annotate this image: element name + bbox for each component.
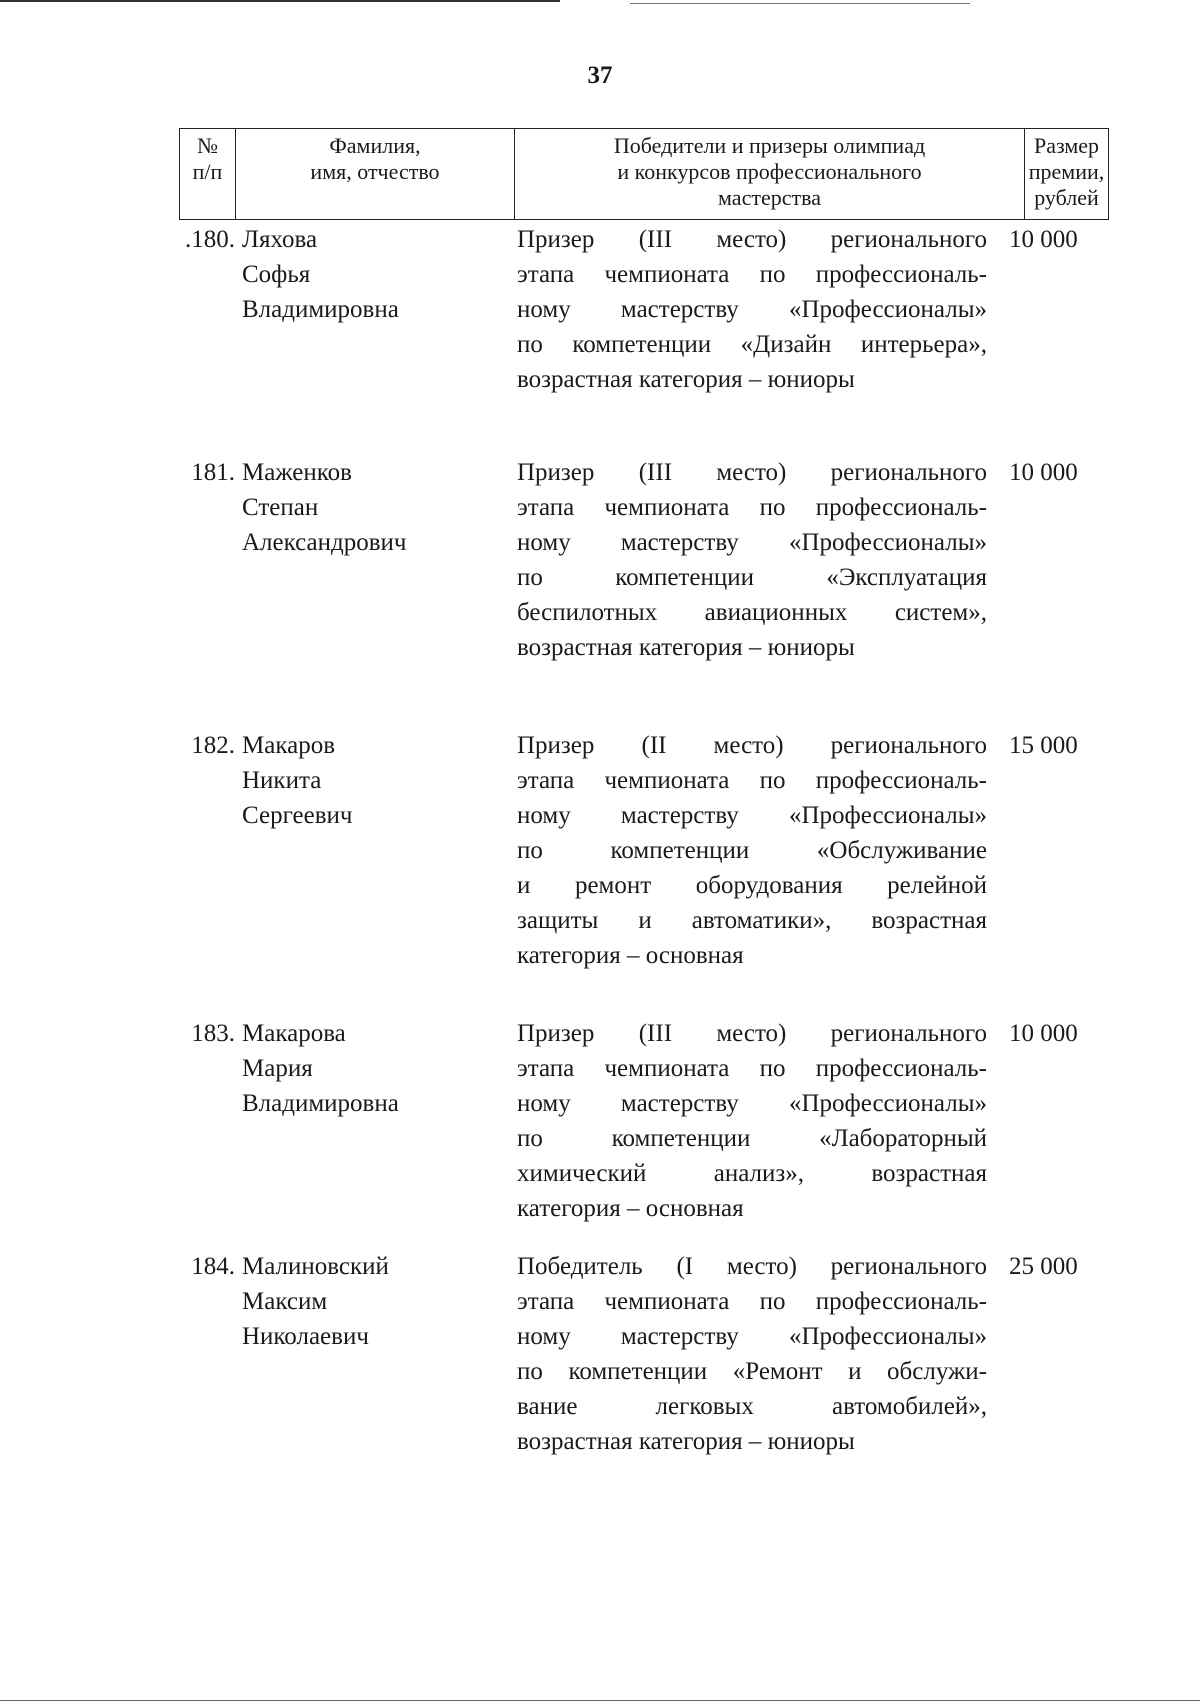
row-amount: 10 000 — [1009, 1020, 1078, 1047]
header-col-number: № п/п — [180, 129, 236, 219]
row-description — [517, 455, 987, 665]
desc-line: категория – основная — [517, 942, 744, 969]
row-name — [242, 1016, 512, 1121]
header-col-achievement: Победители и призеры олимпиад и конкурсов профессионального мастерства — [515, 129, 1025, 219]
name-line: Владимировна — [242, 296, 399, 323]
page-number: 37 — [587, 62, 613, 89]
desc-line: этапа чемпионата по профессиональ- — [517, 494, 987, 521]
name-line: Николаевич — [242, 1323, 369, 1350]
name-line: Мария — [242, 1055, 313, 1082]
row-number: 181. — [191, 459, 235, 486]
name-line: Маженков — [242, 459, 352, 486]
desc-line: этапа чемпионата по профессиональ- — [517, 1055, 987, 1082]
header-col-name: Фамилия, имя, отчество — [236, 129, 515, 219]
row-amount: 25 000 — [1009, 1253, 1078, 1280]
desc-line: ному мастерству «Профессионалы» — [517, 1323, 987, 1350]
name-line: Ляхова — [242, 226, 318, 253]
row-name — [242, 455, 512, 560]
scan-edge-top-right — [630, 3, 970, 4]
desc-line: этапа чемпионата по профессиональ- — [517, 261, 987, 288]
desc-line: по компетенции «Лабораторный — [517, 1125, 987, 1152]
desc-line: этапа чемпионата по профессиональ- — [517, 1288, 987, 1315]
desc-line: Призер (II место) регионального — [517, 732, 987, 759]
desc-line: возрастная категория – юниоры — [517, 634, 855, 661]
row-number: 182. — [191, 732, 235, 759]
name-line: Малиновский — [242, 1253, 389, 1280]
desc-line: этапа чемпионата по профессиональ- — [517, 767, 987, 794]
desc-line: по компетенции «Ремонт и обслужи- — [517, 1358, 987, 1385]
name-line: Сергеевич — [242, 802, 353, 829]
desc-line: категория – основная — [517, 1195, 744, 1222]
desc-line: вание легковых автомобилей», — [517, 1393, 987, 1420]
row-name — [242, 728, 512, 833]
desc-line: и ремонт оборудования релейной — [517, 872, 987, 899]
desc-line: химический анализ», возрастная — [517, 1160, 987, 1187]
row-amount: 15 000 — [1009, 732, 1078, 759]
header-col-amount: Размер премии, рублей — [1028, 133, 1105, 210]
desc-line: ному мастерству «Профессионалы» — [517, 529, 987, 556]
row-name — [242, 222, 512, 327]
table-header — [179, 128, 1109, 220]
desc-line: возрастная категория – юниоры — [517, 1428, 855, 1455]
name-line: Максим — [242, 1288, 328, 1315]
name-line: Александрович — [242, 529, 407, 556]
row-amount: 10 000 — [1009, 226, 1078, 253]
desc-line: Призер (III место) регионального — [517, 459, 987, 486]
desc-line: Призер (III место) регионального — [517, 226, 987, 253]
name-line: Владимировна — [242, 1090, 399, 1117]
row-description — [517, 1249, 987, 1459]
desc-line: защиты и автоматики», возрастная — [517, 907, 987, 934]
desc-line: по компетенции «Дизайн интерьера», — [517, 331, 987, 358]
desc-line: ному мастерству «Профессионалы» — [517, 802, 987, 829]
row-name — [242, 1249, 512, 1354]
row-description — [517, 728, 987, 973]
name-line: Макаров — [242, 732, 335, 759]
desc-line: возрастная категория – юниоры — [517, 366, 855, 393]
row-description — [517, 222, 987, 397]
row-amount: 10 000 — [1009, 459, 1078, 486]
desc-line: по компетенции «Обслуживание — [517, 837, 987, 864]
desc-line: ному мастерству «Профессионалы» — [517, 1090, 987, 1117]
name-line: Степан — [242, 494, 319, 521]
scan-edge-bottom — [0, 1700, 1200, 1701]
scan-edge-top — [0, 0, 560, 2]
desc-line: ному мастерству «Профессионалы» — [517, 296, 987, 323]
desc-line: Победитель (I место) регионального — [517, 1253, 987, 1280]
desc-line: по компетенции «Эксплуатация — [517, 564, 987, 591]
row-number: .180. — [185, 226, 235, 253]
name-line: Никита — [242, 767, 322, 794]
row-description — [517, 1016, 987, 1226]
desc-line: Призер (III место) регионального — [517, 1020, 987, 1047]
row-number: 184. — [191, 1253, 235, 1280]
name-line: Макарова — [242, 1020, 346, 1047]
row-number: 183. — [191, 1020, 235, 1047]
name-line: Софья — [242, 261, 311, 288]
desc-line: беспилотных авиационных систем», — [517, 599, 987, 626]
